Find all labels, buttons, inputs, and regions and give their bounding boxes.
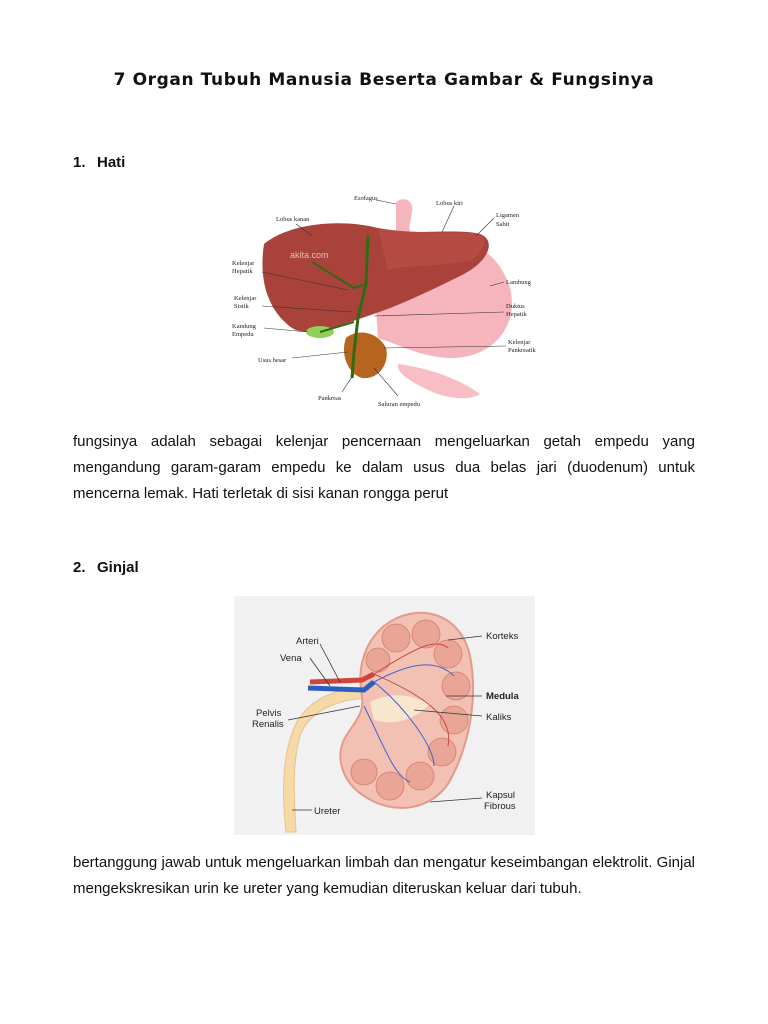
label-duktus-hepatik: Hepatik [506,311,527,318]
document-title: 7 Organ Tubuh Manusia Beserta Gambar & Fungsinya [113,70,655,90]
section-description-hati: fungsinya adalah sebagai kelenjar pencernaan mengeluarkan getah empedu yang mengandung garam-garam empedu ke dalam usus dua belas jari (duodenum) untuk mencerna lemak. Hati terletak di sisi kanan rongga perut [73,433,695,502]
label-kaliks: Kaliks [486,712,512,723]
label-lobus-kanan: Lobus kanan [276,216,310,223]
label-kelenjar-pankreatik-1: Kelenjar [508,339,531,346]
liver-diagram [228,188,542,414]
label-kapsul: Kapsul [486,790,516,801]
label-pankreas: Pankreas [318,395,342,402]
label-ligamen: Ligamen [496,212,520,219]
section-number: 1. [73,154,86,171]
label-empedu: Empedu [232,331,254,338]
label-lambung: Lambung [506,279,531,286]
label-kelenjar-sistik-2: Sistik [234,303,249,310]
label-kelenjar-hepatik-2: Hepatik [232,268,253,275]
section-title: Ginjal [97,559,139,576]
section-heading-ginjal [73,559,139,576]
label-lobus-kiri: Lobus kiri [436,200,463,207]
label-korteks: Korteks [486,631,519,642]
label-kelenjar-pankreatik-2: Pankreatik [508,347,536,354]
label-vena: Vena [280,653,302,664]
section-description-ginjal: bertanggung jawab untuk mengeluarkan limbah dan mengatur keseimbangan elektrolit. Ginjal mengekskresikan urin ke ureter yang kemudian diteruskan keluar dari tubuh. [73,854,695,897]
section-number: 2. [73,559,86,576]
label-sabit: Sabit [496,221,510,228]
label-kandung: Kandung [232,323,256,330]
label-renalis: Renalis [252,719,284,730]
label-pelvis: Pelvis [256,708,282,719]
label-saluran-empedu: Saluran empedu [378,401,421,408]
label-kelenjar-sistik-1: Kelenjar [234,295,257,302]
label-ureter: Ureter [314,806,341,817]
pancreas-shape [344,333,387,379]
kidney-diagram [234,596,535,835]
label-fibrous: Fibrous [484,801,516,812]
watermark-text: akita.com [290,250,329,260]
section-heading-hati [73,154,125,171]
label-duktus: Duktus [506,303,525,310]
label-medula: Medula [486,691,519,702]
label-arteri: Arteri [296,636,319,647]
label-kelenjar-hepatik-1: Kelenjar [232,260,255,267]
label-usus-besar: Usus besar [258,357,287,364]
section-title: Hati [97,154,126,171]
label-esofagus: Esofagus [354,195,378,202]
duodenum-shape [398,364,480,398]
